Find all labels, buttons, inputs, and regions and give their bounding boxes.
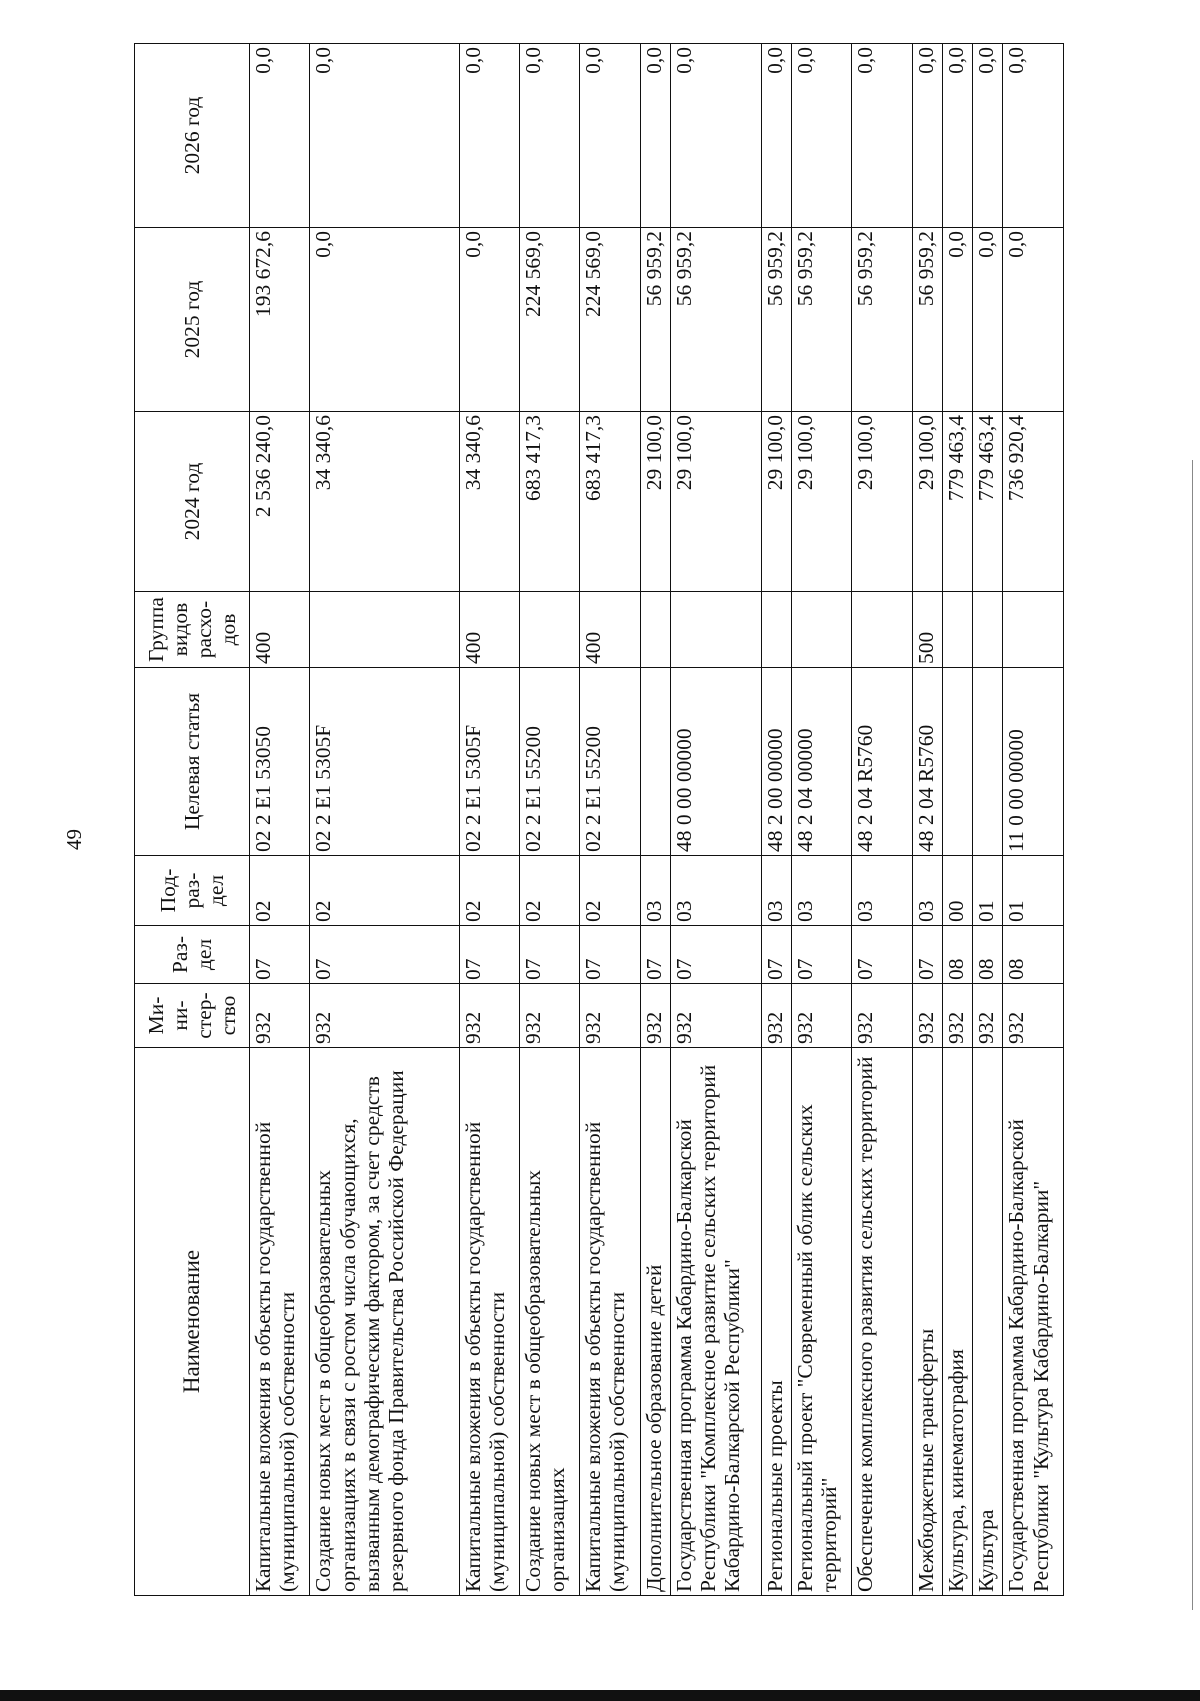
cell-y2026: 0,0 xyxy=(519,44,579,228)
cell-name: Региональный проект "Современный облик сельских территорий" xyxy=(791,1048,851,1596)
cell-exp-group xyxy=(973,592,1003,668)
cell-subsection: 02 xyxy=(250,856,310,926)
cell-y2024: 779 463,4 xyxy=(943,412,973,592)
cell-exp-group xyxy=(1003,592,1064,668)
cell-y2025: 0,0 xyxy=(1003,228,1064,412)
table-row xyxy=(310,44,459,1596)
table-row xyxy=(791,44,851,1596)
cell-section: 07 xyxy=(250,926,310,984)
cell-y2026: 0,0 xyxy=(852,44,912,228)
cell-ministry: 932 xyxy=(519,984,579,1048)
cell-section: 08 xyxy=(1003,926,1064,984)
cell-ministry: 932 xyxy=(1003,984,1064,1048)
cell-y2024: 736 920,4 xyxy=(1003,412,1064,592)
cell-ministry: 932 xyxy=(912,984,942,1048)
cell-y2025: 56 959,2 xyxy=(791,228,851,412)
cell-ministry: 932 xyxy=(459,984,519,1048)
cell-y2025: 56 959,2 xyxy=(640,228,670,412)
cell-target: 02 2 E1 5305F xyxy=(310,668,459,856)
cell-subsection: 03 xyxy=(640,856,670,926)
cell-ministry: 932 xyxy=(761,984,791,1048)
cell-y2025: 224 569,0 xyxy=(519,228,579,412)
cell-exp-group xyxy=(852,592,912,668)
cell-y2024: 29 100,0 xyxy=(912,412,942,592)
cell-target xyxy=(943,668,973,856)
cell-target xyxy=(973,668,1003,856)
cell-name: Культура, кинематография xyxy=(943,1048,973,1596)
cell-section: 07 xyxy=(912,926,942,984)
cell-ministry: 932 xyxy=(791,984,851,1048)
cell-name: Обеспечение комплексного развития сельских территорий xyxy=(852,1048,912,1596)
cell-name: Создание новых мест в общеобразовательных организациях xyxy=(519,1048,579,1596)
cell-ministry: 932 xyxy=(852,984,912,1048)
cell-section: 08 xyxy=(973,926,1003,984)
cell-y2026: 0,0 xyxy=(912,44,942,228)
cell-subsection: 03 xyxy=(761,856,791,926)
header-2025: 2025 год xyxy=(135,228,250,412)
cell-y2025: 193 672,6 xyxy=(250,228,310,412)
table-header-row xyxy=(135,44,250,1596)
cell-subsection: 03 xyxy=(791,856,851,926)
table-row xyxy=(519,44,579,1596)
header-section: Раз- дел xyxy=(135,926,250,984)
cell-exp-group xyxy=(671,592,762,668)
cell-target: 11 0 00 00000 xyxy=(1003,668,1064,856)
cell-y2026: 0,0 xyxy=(943,44,973,228)
table-row xyxy=(250,44,310,1596)
cell-ministry: 932 xyxy=(310,984,459,1048)
cell-y2024: 34 340,6 xyxy=(310,412,459,592)
cell-y2024: 29 100,0 xyxy=(671,412,762,592)
cell-y2026: 0,0 xyxy=(310,44,459,228)
cell-subsection: 03 xyxy=(671,856,762,926)
header-target-article: Целевая статья xyxy=(135,668,250,856)
cell-section: 07 xyxy=(791,926,851,984)
cell-name: Региональные проекты xyxy=(761,1048,791,1596)
cell-name: Культура xyxy=(973,1048,1003,1596)
cell-target: 48 2 00 00000 xyxy=(761,668,791,856)
cell-exp-group xyxy=(519,592,579,668)
cell-exp-group xyxy=(791,592,851,668)
cell-subsection: 02 xyxy=(580,856,640,926)
table-row xyxy=(943,44,973,1596)
cell-y2025: 0,0 xyxy=(973,228,1003,412)
cell-section: 07 xyxy=(761,926,791,984)
cell-exp-group: 400 xyxy=(250,592,310,668)
header-subsection: Под- раз- дел xyxy=(135,856,250,926)
cell-name: Капитальные вложения в объекты государственной (муниципальной) собственности xyxy=(459,1048,519,1596)
cell-section: 07 xyxy=(671,926,762,984)
header-2024: 2024 год xyxy=(135,412,250,592)
header-name: Наименование xyxy=(135,1048,250,1596)
cell-name: Межбюджетные трансферты xyxy=(912,1048,942,1596)
cell-y2026: 0,0 xyxy=(791,44,851,228)
cell-y2024: 683 417,3 xyxy=(519,412,579,592)
cell-ministry: 932 xyxy=(671,984,762,1048)
cell-target xyxy=(640,668,670,856)
cell-exp-group xyxy=(761,592,791,668)
cell-name: Создание новых мест в общеобразовательных организациях в связи с ростом числа обучающихся, вызванным демографическим фактором, за счет средств резервного фонда Правительства Российской Федерации xyxy=(310,1048,459,1596)
table-row xyxy=(459,44,519,1596)
cell-name: Государственная программа Кабардино-Балкарской Республики "Культура Кабардино-Балкарии" xyxy=(1003,1048,1064,1596)
cell-exp-group: 400 xyxy=(459,592,519,668)
cell-y2025: 0,0 xyxy=(310,228,459,412)
header-expense-group: Группа видов расхо- дов xyxy=(135,592,250,668)
cell-y2024: 2 536 240,0 xyxy=(250,412,310,592)
table-row xyxy=(912,44,942,1596)
table-row xyxy=(852,44,912,1596)
cell-exp-group: 500 xyxy=(912,592,942,668)
cell-ministry: 932 xyxy=(943,984,973,1048)
cell-subsection: 02 xyxy=(310,856,459,926)
table-row xyxy=(580,44,640,1596)
cell-name: Капитальные вложения в объекты государственной (муниципальной) собственности xyxy=(250,1048,310,1596)
cell-target: 48 0 00 00000 xyxy=(671,668,762,856)
cell-subsection: 00 xyxy=(943,856,973,926)
cell-subsection: 03 xyxy=(912,856,942,926)
cell-exp-group xyxy=(943,592,973,668)
cell-target: 48 2 04 00000 xyxy=(791,668,851,856)
cell-subsection: 03 xyxy=(852,856,912,926)
cell-section: 07 xyxy=(310,926,459,984)
cell-y2024: 29 100,0 xyxy=(791,412,851,592)
table-row xyxy=(671,44,762,1596)
cell-y2025: 224 569,0 xyxy=(580,228,640,412)
cell-y2025: 56 959,2 xyxy=(912,228,942,412)
table-row xyxy=(640,44,670,1596)
cell-section: 08 xyxy=(943,926,973,984)
cell-section: 07 xyxy=(852,926,912,984)
table-row xyxy=(1003,44,1064,1596)
scan-edge-line xyxy=(1192,460,1193,1610)
cell-subsection: 02 xyxy=(459,856,519,926)
cell-y2026: 0,0 xyxy=(459,44,519,228)
header-ministry: Ми- ни- стер- ство xyxy=(135,984,250,1048)
cell-target: 48 2 04 R5760 xyxy=(912,668,942,856)
cell-exp-group xyxy=(640,592,670,668)
cell-y2025: 56 959,2 xyxy=(852,228,912,412)
cell-y2024: 29 100,0 xyxy=(852,412,912,592)
cell-y2026: 0,0 xyxy=(973,44,1003,228)
cell-y2026: 0,0 xyxy=(761,44,791,228)
cell-section: 07 xyxy=(580,926,640,984)
cell-subsection: 02 xyxy=(519,856,579,926)
cell-target: 02 2 E1 53050 xyxy=(250,668,310,856)
cell-subsection: 01 xyxy=(973,856,1003,926)
cell-y2026: 0,0 xyxy=(671,44,762,228)
cell-y2024: 34 340,6 xyxy=(459,412,519,592)
cell-y2025: 56 959,2 xyxy=(761,228,791,412)
cell-ministry: 932 xyxy=(580,984,640,1048)
cell-y2026: 0,0 xyxy=(250,44,310,228)
cell-name: Государственная программа Кабардино-Балкарской Республики "Комплексное развитие сельских территорий Кабардино-Балкарской Республики" xyxy=(671,1048,762,1596)
cell-name: Дополнительное образование детей xyxy=(640,1048,670,1596)
cell-exp-group: 400 xyxy=(580,592,640,668)
cell-y2024: 683 417,3 xyxy=(580,412,640,592)
cell-name: Капитальные вложения в объекты государственной (муниципальной) собственности xyxy=(580,1048,640,1596)
cell-subsection: 01 xyxy=(1003,856,1064,926)
table-row xyxy=(973,44,1003,1596)
cell-y2025: 56 959,2 xyxy=(671,228,762,412)
cell-y2025: 0,0 xyxy=(459,228,519,412)
cell-y2024: 29 100,0 xyxy=(761,412,791,592)
cell-y2026: 0,0 xyxy=(1003,44,1064,228)
header-2026: 2026 год xyxy=(135,44,250,228)
cell-target: 02 2 E1 55200 xyxy=(519,668,579,856)
cell-section: 07 xyxy=(519,926,579,984)
cell-target: 02 2 E1 5305F xyxy=(459,668,519,856)
cell-section: 07 xyxy=(459,926,519,984)
cell-y2026: 0,0 xyxy=(580,44,640,228)
budget-table-container xyxy=(134,44,1064,1596)
budget-table xyxy=(134,43,1064,1596)
cell-y2024: 29 100,0 xyxy=(640,412,670,592)
cell-target: 02 2 E1 55200 xyxy=(580,668,640,856)
cell-target: 48 2 04 R5760 xyxy=(852,668,912,856)
cell-ministry: 932 xyxy=(250,984,310,1048)
cell-y2024: 779 463,4 xyxy=(973,412,1003,592)
scan-bottom-bar xyxy=(0,1690,1200,1701)
cell-y2026: 0,0 xyxy=(640,44,670,228)
cell-exp-group xyxy=(310,592,459,668)
page-number: 49 xyxy=(62,829,86,850)
cell-y2025: 0,0 xyxy=(943,228,973,412)
cell-section: 07 xyxy=(640,926,670,984)
cell-ministry: 932 xyxy=(973,984,1003,1048)
cell-ministry: 932 xyxy=(640,984,670,1048)
table-row xyxy=(761,44,791,1596)
